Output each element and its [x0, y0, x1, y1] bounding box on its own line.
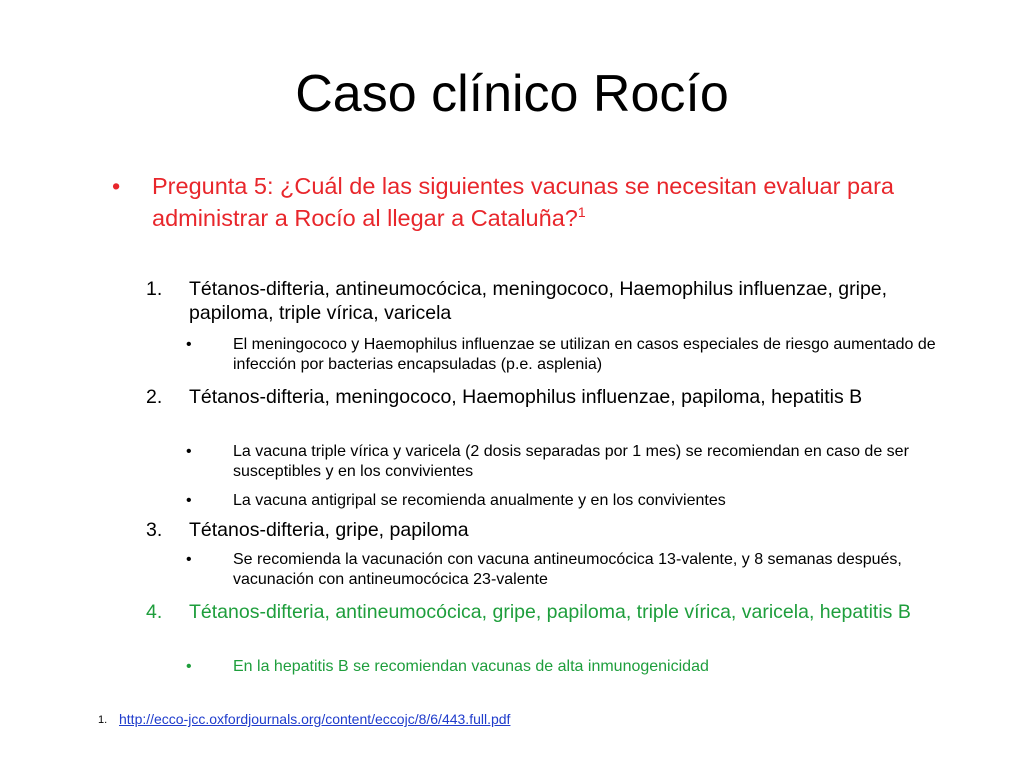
option-4-note-1-text: En la hepatitis B se recomiendan vacunas de alta inmunogenicidad	[233, 658, 709, 675]
option-2-note-1-text: La vacuna triple vírica y varicela (2 dosis separadas por 1 mes) se recomiendan en caso de ser susceptibles y en los convivientes	[233, 443, 909, 480]
question-bullet: •	[112, 173, 121, 199]
option-1-note-1-text: El meningococo y Haemophilus influenzae se utilizan en casos especiales de riesgo aumentado de infección por bacterias encapsuladas (p.e. asplenia)	[233, 336, 936, 373]
question-footnote-ref: 1	[577, 204, 586, 221]
option-2-text: Tétanos-difteria, meningococo, Haemophilus influenzae, papiloma, hepatitis B	[189, 386, 863, 408]
option-4-text: Tétanos-difteria, antineumocócica, gripe, papiloma, triple vírica, varicela, hepatitis B	[189, 601, 911, 623]
option-1-number: 1.	[146, 278, 163, 300]
sub-bullet: •	[186, 551, 192, 568]
option-2-number: 2.	[146, 386, 163, 408]
option-3-text: Tétanos-difteria, gripe, papiloma	[189, 519, 469, 541]
question-text: Pregunta 5: ¿Cuál de las siguientes vacunas se necesitan evaluar para administrar a Rocío al llegar a Cataluña?	[152, 173, 895, 231]
footnote-link[interactable]: http://ecco-jcc.oxfordjournals.org/content/eccojc/8/6/443.full.pdf	[119, 711, 511, 727]
question-text-block	[152, 170, 952, 234]
sub-bullet: •	[186, 443, 192, 460]
footnote-number: 1.	[98, 714, 108, 726]
sub-bullet: •	[186, 658, 192, 675]
option-3-number: 3.	[146, 519, 163, 541]
option-4-number: 4.	[146, 601, 163, 623]
sub-bullet: •	[186, 492, 192, 509]
sub-bullet: •	[186, 336, 192, 353]
slide-title: Caso clínico Rocío	[295, 65, 729, 123]
option-3-note-1-text: Se recomienda la vacunación con vacuna antineumocócica 13-valente, y 8 semanas después, vacunación con antineumocócica 23-valente	[233, 551, 902, 588]
option-1-text: Tétanos-difteria, antineumocócica, meningococo, Haemophilus influenzae, gripe, papiloma, triple vírica, varicela	[189, 278, 888, 324]
option-2-note-2-text: La vacuna antigripal se recomienda anualmente y en los convivientes	[233, 492, 726, 509]
